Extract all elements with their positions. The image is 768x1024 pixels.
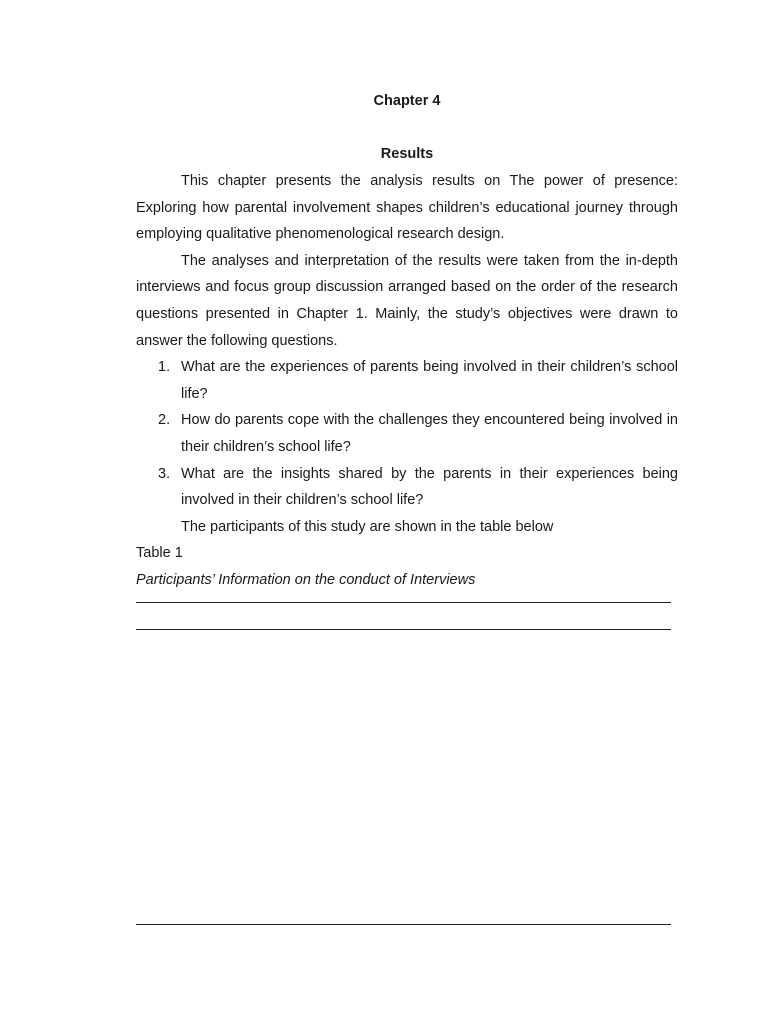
table-caption: Participants’ Information on the conduct of Interviews <box>136 571 476 588</box>
chapter-heading: Chapter 4 <box>373 93 441 109</box>
closing-sentence: The participants of this study are shown in the table below <box>181 518 554 535</box>
intro-paragraph: This chapter presents the analysis results on The power of presence: Exploring how parental involvement shapes children’s educational journey through employing qualitative phenomenological research design. <box>136 173 678 243</box>
table-header-rule <box>136 629 671 630</box>
list-number: 1. <box>158 359 171 376</box>
analysis-paragraph: The analyses and interpretation of the results were taken from the in-depth interviews and focus group discussion arranged based on the order of the research questions presented in Chapter 1. Mainly, the study’s objectives were drawn to answer the following questions. <box>136 252 678 349</box>
section-title: Results <box>380 146 434 162</box>
list-number: 2. <box>158 412 171 429</box>
list-item <box>136 461 678 514</box>
document-page <box>136 88 678 594</box>
list-item <box>136 407 678 460</box>
list-text: What are the experiences of parents being involved in their children’s school life? <box>181 359 678 402</box>
list-text: What are the insights shared by the parents in their experiences being involved in their children’s school life? <box>181 465 678 509</box>
list-number: 3. <box>158 465 171 482</box>
research-questions-list <box>136 354 678 514</box>
table-top-rule <box>136 602 671 603</box>
table-label: Table 1 <box>136 545 183 562</box>
list-item <box>136 354 678 407</box>
table-bottom-rule <box>136 924 671 925</box>
list-text: How do parents cope with the challenges they encountered being involved in their children’s school life? <box>181 412 678 455</box>
